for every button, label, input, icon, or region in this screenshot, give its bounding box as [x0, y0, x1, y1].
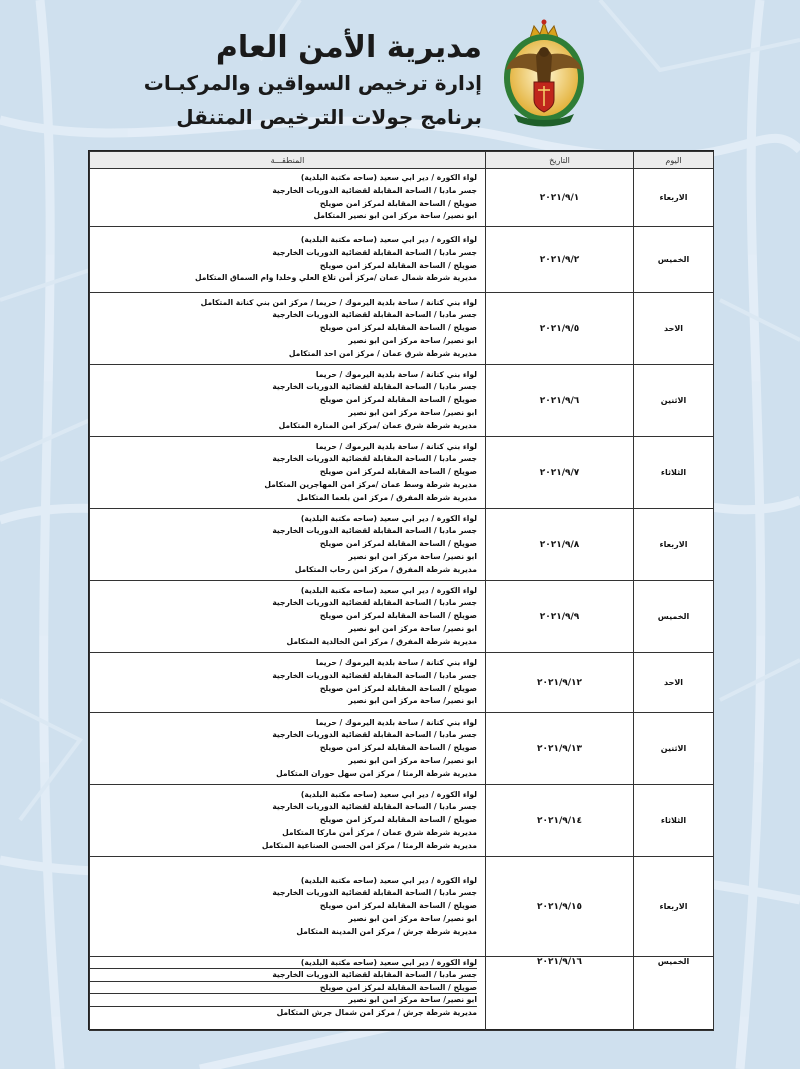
location-item: جسر مادبا / الساحة المقابلة لقضائية الدوريات الخارجية: [272, 454, 477, 464]
public-security-emblem-icon: [496, 16, 592, 128]
location-item: لواء الكورة / دير ابي سعيد (ساحه مكتبة البلدية): [300, 585, 477, 595]
table-row: [90, 957, 714, 1031]
location-item: لواء بني كنانة / ساحة بلدية اليرموك / حريما: [315, 657, 477, 667]
date-cell: ٢٠٢١/٩/٧: [486, 437, 634, 509]
locations-cell: [90, 437, 486, 509]
location-item: صويلح / الساحة المقابلة لمركز امن صويلح: [319, 901, 477, 911]
day-cell: الثلاثاء: [634, 785, 714, 857]
date-cell: ٢٠٢١/٩/٢: [486, 227, 634, 293]
location-item: لواء بني كنانة / ساحة بلدية اليرموك / حريما: [315, 441, 477, 451]
location-item: صويلح / الساحة المقابلة لمركز امن صويلح: [319, 743, 477, 753]
location-item: ابو نصير/ ساحة مركز امن ابو نصير المتكامل: [313, 211, 477, 221]
locations-cell: [90, 857, 486, 957]
column-header-day: اليوم: [634, 152, 714, 169]
location-item: مديرية شرطة جرش / مركز امن شمال جرش المتكامل: [276, 1007, 477, 1017]
location-item: ابو نصير/ ساحة مركز امن ابو نصير: [348, 623, 477, 633]
location-item: جسر مادبا / الساحة المقابلة لقضائية الدوريات الخارجية: [272, 247, 477, 257]
date-cell: ٢٠٢١/٩/٩: [486, 581, 634, 653]
location-item: جسر مادبا / الساحة المقابلة لقضائية الدوريات الخارجية: [272, 310, 477, 320]
location-item: صويلح / الساحة المقابلة لمركز امن صويلح: [319, 815, 477, 825]
column-header-date: التاريخ: [486, 152, 634, 169]
location-item: ابو نصير/ ساحة مركز امن ابو نصير: [348, 551, 477, 561]
table-row: [90, 437, 714, 509]
location-item: لواء بني كنانة / ساحة بلدية اليرموك / حريما / مركز امن بني كنانة المتكامل: [200, 297, 477, 307]
header: [0, 0, 800, 150]
location-item: لواء الكورة / دير ابي سعيد (ساحه مكتبة البلدية): [300, 875, 477, 885]
locations-cell: [90, 509, 486, 581]
locations-cell: [90, 957, 486, 1031]
locations-cell: [90, 169, 486, 227]
location-item: صويلح / الساحة المقابلة لمركز امن صويلح: [319, 539, 477, 549]
location-item: لواء الكورة / دير ابي سعيد (ساحه مكتبة البلدية): [90, 957, 477, 969]
table-row: [90, 227, 714, 293]
locations-cell: [90, 785, 486, 857]
location-item: لواء الكورة / دير ابي سعيد (ساحه مكتبة البلدية): [300, 172, 477, 182]
date-cell: ٢٠٢١/٩/١٤: [486, 785, 634, 857]
date-cell: ٢٠٢١/٩/١٣: [486, 713, 634, 785]
location-item: لواء الكورة / دير ابي سعيد (ساحه مكتبة البلدية): [300, 789, 477, 799]
location-item: صويلح / الساحة المقابلة لمركز امن صويلح: [319, 683, 477, 693]
location-item: مديرية شرطة الرمثا / مركز امن سهل حوران المتكامل: [276, 768, 477, 778]
location-item: مديرية شرطة وسط عمان /مركز امن المهاجرين المتكامل: [264, 479, 477, 489]
locations-cell: [90, 227, 486, 293]
day-cell: الاثنين: [634, 713, 714, 785]
location-item: مديرية شرطة شرق عمان / مركز أمن ماركا المتكامل: [282, 827, 477, 837]
schedule-table: [89, 151, 714, 1031]
column-header-area: المنطقـــة: [90, 152, 486, 169]
location-item: لواء بني كنانة / ساحة بلدية اليرموك / حريما: [315, 369, 477, 379]
date-cell: ٢٠٢١/٩/٥: [486, 293, 634, 365]
location-item: ابو نصير/ ساحة مركز امن ابو نصير: [348, 696, 477, 706]
date-cell: ٢٠٢١/٩/١: [486, 169, 634, 227]
day-cell: الخميس: [634, 581, 714, 653]
location-item: ابو نصير/ ساحة مركز امن ابو نصير: [348, 407, 477, 417]
location-item: ابو نصير/ ساحة مركز امن ابو نصير: [348, 755, 477, 765]
location-item: مديرية شرطة المفرق / مركز امن الخالدية المتكامل: [286, 636, 477, 646]
schedule-document: [88, 150, 714, 1030]
location-item: ابو نصير/ ساحة مركز امن ابو نصير: [348, 335, 477, 345]
table-row: [90, 713, 714, 785]
schedule-rows: [90, 169, 714, 1031]
location-item: صويلح / الساحة المقابلة لمركز امن صويلح: [319, 467, 477, 477]
date-cell: ٢٠٢١/٩/١٥: [486, 857, 634, 957]
locations-cell: [90, 713, 486, 785]
day-cell: الخميس: [634, 957, 714, 1031]
location-item: صويلح / الساحة المقابلة لمركز امن صويلح: [319, 323, 477, 333]
location-item: مديرية شرطة شرق عمان /مركز امن المنارة المتكامل: [278, 420, 477, 430]
location-item: صويلح / الساحة المقابلة لمركز امن صويلح: [319, 395, 477, 405]
location-item: لواء الكورة / دير ابي سعيد (ساحه مكتبة البلدية): [300, 234, 477, 244]
locations-cell: [90, 653, 486, 713]
table-row: [90, 581, 714, 653]
table-header-row: [90, 152, 714, 169]
locations-cell: [90, 365, 486, 437]
day-cell: الاحد: [634, 653, 714, 713]
location-item: مديرية شرطة الرمثا / مركز امن الحسن الصناعية المتكامل: [261, 840, 477, 850]
location-item: صويلح / الساحة المقابلة لمركز امن صويلح: [90, 982, 477, 994]
table-row: [90, 509, 714, 581]
location-item: جسر مادبا / الساحة المقابلة لقضائية الدوريات الخارجية: [272, 888, 477, 898]
location-item: جسر مادبا / الساحة المقابلة لقضائية الدوريات الخارجية: [272, 670, 477, 680]
day-cell: الاربعاء: [634, 857, 714, 957]
date-cell: ٢٠٢١/٩/٨: [486, 509, 634, 581]
day-cell: الثلاثاء: [634, 437, 714, 509]
day-cell: الاربعاء: [634, 509, 714, 581]
day-cell: الاثنين: [634, 365, 714, 437]
locations-cell: [90, 293, 486, 365]
table-row: [90, 857, 714, 957]
date-cell: ٢٠٢١/٩/١٦: [486, 957, 634, 1031]
location-item: مديرية شرطة المفرق / مركز امن بلعما المتكامل: [296, 492, 477, 502]
day-cell: الاحد: [634, 293, 714, 365]
location-item: لواء الكورة / دير ابي سعيد (ساحه مكتبة البلدية): [300, 513, 477, 523]
location-item: ابو نصير/ ساحة مركز امن ابو نصير: [90, 994, 477, 1006]
locations-cell: [90, 581, 486, 653]
date-cell: ٢٠٢١/٩/١٢: [486, 653, 634, 713]
location-item: صويلح / الساحة المقابلة لمركز امن صويلح: [319, 260, 477, 270]
location-item: صويلح / الساحة المقابلة لمركز امن صويلح: [319, 198, 477, 208]
location-item: لواء بني كنانة / ساحة بلدية اليرموك / حريما: [315, 717, 477, 727]
location-item: جسر مادبا / الساحة المقابلة لقضائية الدوريات الخارجية: [272, 598, 477, 608]
table-row: [90, 653, 714, 713]
location-item: مديرية شرطة شرق عمان / مركز امن احد المتكامل: [288, 348, 477, 358]
table-row: [90, 169, 714, 227]
program-title: برنامج جولات الترخيص المتنقل: [176, 105, 482, 129]
location-item: جسر مادبا / الساحة المقابلة لقضائية الدوريات الخارجية: [272, 730, 477, 740]
location-item: مديرية شرطة جرش / مركز امن المدينة المتكامل: [296, 926, 477, 936]
department-subtitle: إدارة ترخيص السواقين والمركبـات: [143, 71, 482, 95]
location-item: جسر مادبا / الساحة المقابلة لقضائية الدوريات الخارجية: [272, 382, 477, 392]
table-row: [90, 365, 714, 437]
day-cell: الاربعاء: [634, 169, 714, 227]
location-item: مديرية شرطة شمال عمان /مركز أمن تلاع العلي وخلدا وام السماق المتكامل: [194, 273, 477, 283]
location-item: جسر مادبا / الساحة المقابلة لقضائية الدوريات الخارجية: [272, 526, 477, 536]
location-item: ابو نصير/ ساحة مركز امن ابو نصير: [348, 913, 477, 923]
location-item: جسر مادبا / الساحة المقابلة لقضائية الدوريات الخارجية: [272, 185, 477, 195]
table-row: [90, 293, 714, 365]
table-row: [90, 785, 714, 857]
day-cell: الخميس: [634, 227, 714, 293]
location-item: جسر مادبا / الساحة المقابلة لقضائية الدوريات الخارجية: [90, 969, 477, 981]
directorate-title: مديرية الأمن العام: [215, 30, 482, 65]
location-item: صويلح / الساحة المقابلة لمركز امن صويلح: [319, 611, 477, 621]
location-item: جسر مادبا / الساحة المقابلة لقضائية الدوريات الخارجية: [272, 802, 477, 812]
location-item: مديرية شرطة المفرق / مركز امن رحاب المتكامل: [294, 564, 477, 574]
date-cell: ٢٠٢١/٩/٦: [486, 365, 634, 437]
